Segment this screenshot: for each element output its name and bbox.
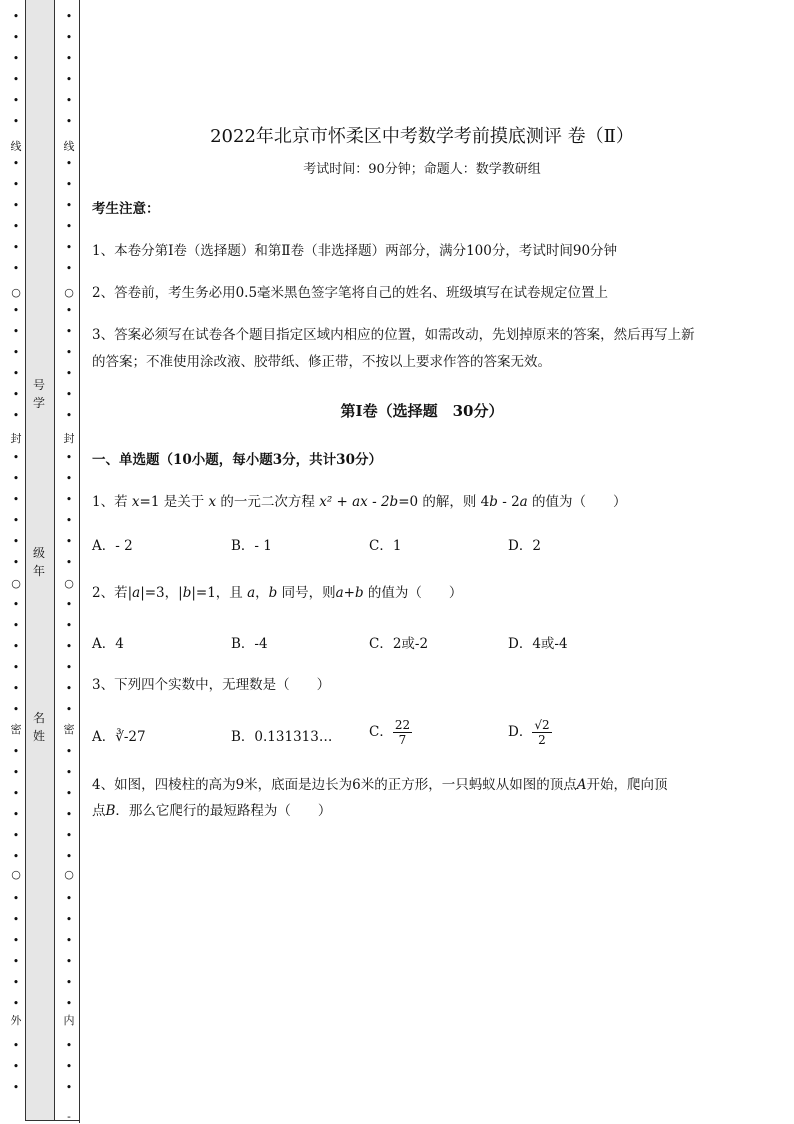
right-seal-line-column	[62, 0, 76, 1123]
seal-dot: •	[65, 157, 73, 170]
seal-dot: •	[65, 304, 73, 317]
seal-dot: •	[65, 682, 73, 695]
question-1-option-c: C．1	[369, 538, 402, 554]
left-seal-line-column	[9, 0, 23, 1123]
seal-char-seal: 封	[10, 432, 22, 445]
seal-dot: •	[65, 241, 73, 254]
seal-dot: •	[12, 220, 20, 233]
seal-dot: •	[12, 10, 20, 23]
question-2-option-d: D．4或-4	[508, 636, 568, 652]
seal-dot: •	[65, 745, 73, 758]
cube-root-expression: ∛-27	[115, 729, 146, 745]
seal-char-inner: 内	[63, 1014, 75, 1027]
seal-dot: •	[12, 367, 20, 380]
question-3-option-a: A．∛-27	[92, 729, 146, 745]
question-3-option-d: D． $\frac{√2}{2}$	[508, 718, 550, 747]
seal-dot: •	[12, 829, 20, 842]
seal-circle: ○	[64, 286, 74, 299]
seal-dot: •	[65, 640, 73, 653]
fraction-root2-over-2: $\frac{√2}{2}$	[534, 718, 550, 747]
seal-dot: •	[65, 829, 73, 842]
seal-dot: •	[65, 1039, 73, 1052]
seal-circle: ○	[11, 868, 21, 881]
seal-dot: •	[65, 367, 73, 380]
seal-dot: •	[12, 241, 20, 254]
question-1-option-b: B．- 1	[231, 538, 272, 554]
seal-dot: •	[65, 703, 73, 716]
question-2-option-b: B．-4	[231, 636, 268, 652]
question-4-stem-line-2: 点B．那么它爬行的最短路程为（ ）	[92, 803, 332, 819]
seal-dot: •	[65, 934, 73, 947]
binding-margin-inner-border	[79, 0, 80, 1123]
seal-dot: •	[65, 913, 73, 926]
seal-dot: •	[12, 1081, 20, 1094]
seal-dot: •	[65, 52, 73, 65]
seal-dot: •	[12, 850, 20, 863]
seal-dot: •	[12, 913, 20, 926]
seal-dot: •	[12, 409, 20, 422]
seal-dot: •	[65, 535, 73, 548]
seal-dot: •	[12, 472, 20, 485]
question-4-stem-line-1: 4、如图，四棱柱的高为9米，底面是边长为6米的正方形，一只蚂蚁从如图的顶点A开始，爬向顶	[92, 777, 668, 793]
question-1-option-d: D．2	[508, 538, 541, 554]
seal-dot: •	[12, 682, 20, 695]
seal-dot: •	[65, 850, 73, 863]
seal-dot: •	[65, 10, 73, 23]
question-2-stem: 2、若|a|=3，|b|=1，且 a，b 同号，则a+b 的值为（ ）	[92, 585, 463, 601]
seal-dash: -	[67, 1110, 71, 1123]
seal-dot: •	[12, 94, 20, 107]
part-heading: 一、单选题（10小题，每小题3分，共计30分）	[92, 452, 382, 468]
seal-dot: •	[65, 766, 73, 779]
seal-dot: •	[12, 640, 20, 653]
seal-dot: •	[12, 766, 20, 779]
seal-dot: •	[65, 472, 73, 485]
seal-char-line: 线	[10, 140, 22, 153]
seal-dot: •	[12, 598, 20, 611]
seal-dot: •	[65, 514, 73, 527]
seal-dot: •	[65, 325, 73, 338]
seal-dot: •	[65, 346, 73, 359]
notice-heading: 考生注意：	[92, 201, 160, 217]
seal-dot: •	[12, 1039, 20, 1052]
seal-dot: •	[12, 1060, 20, 1073]
seal-dot: •	[65, 31, 73, 44]
seal-dot: •	[65, 892, 73, 905]
seal-dot: •	[12, 892, 20, 905]
seal-dot: •	[12, 304, 20, 317]
name-label: 名姓	[32, 711, 45, 743]
seal-circle: ○	[11, 577, 21, 590]
question-2-option-a: A．4	[92, 636, 124, 652]
seal-dot: •	[65, 115, 73, 128]
seal-dot: •	[12, 934, 20, 947]
seal-dot: •	[65, 409, 73, 422]
seal-dot: •	[12, 325, 20, 338]
exam-subtitle: 考试时间：90分钟；命题人：数学教研组	[303, 162, 541, 177]
question-3-stem: 3、下列四个实数中，无理数是（ ）	[92, 677, 331, 693]
seal-dot: •	[65, 598, 73, 611]
seal-dot: •	[65, 493, 73, 506]
question-2-option-c: C．2或-2	[369, 636, 429, 652]
seal-circle: ○	[64, 868, 74, 881]
seal-dot: •	[12, 745, 20, 758]
seal-circle: ○	[11, 286, 21, 299]
seal-dot: •	[65, 619, 73, 632]
seal-dot: •	[12, 661, 20, 674]
seal-dot: •	[65, 73, 73, 86]
notice-3-continued: 的答案；不准使用涂改液、胶带纸、修正带，不按以上要求作答的答案无效。	[92, 354, 551, 370]
seal-dot: •	[65, 556, 73, 569]
seal-dot: •	[65, 976, 73, 989]
seal-dot: •	[12, 955, 20, 968]
seal-dot: •	[65, 178, 73, 191]
seal-dot: •	[12, 808, 20, 821]
seal-dot: •	[12, 199, 20, 212]
seal-dot: •	[65, 997, 73, 1010]
seal-dot: •	[65, 1060, 73, 1073]
seal-dot: •	[65, 787, 73, 800]
seal-dot: •	[65, 451, 73, 464]
seal-dot: •	[12, 388, 20, 401]
seal-char-secret: 密	[10, 723, 22, 736]
notice-3: 3、答案必须写在试卷各个题目指定区域内相应的位置，如需改动，先划掉原来的答案，然后再写上新	[92, 327, 695, 343]
seal-circle: ○	[64, 577, 74, 590]
seal-dot: •	[12, 115, 20, 128]
seal-dot: •	[12, 787, 20, 800]
question-1-stem: 1、若 x=1 是关于 x 的一元二次方程 x² + ax - 2b=0 的解，则 4b - 2a 的值为（ ）	[92, 494, 627, 510]
seal-dot: •	[12, 556, 20, 569]
fraction-22-over-7: $\frac{22}{7}$	[394, 718, 411, 747]
seal-dot: •	[12, 157, 20, 170]
seal-dot: •	[65, 199, 73, 212]
seal-dot: •	[12, 178, 20, 191]
seal-dot: •	[12, 976, 20, 989]
seal-char-outer: 外	[10, 1014, 22, 1027]
seal-dot: •	[12, 535, 20, 548]
seal-dot: •	[12, 73, 20, 86]
seal-char-seal: 封	[63, 432, 75, 445]
question-3-option-b: B．0.131313…	[231, 729, 333, 745]
notice-1: 1、本卷分第Ⅰ卷（选择题）和第Ⅱ卷（非选择题）两部分，满分100分，考试时间90分钟	[92, 243, 618, 259]
seal-dot: •	[12, 703, 20, 716]
seal-char-secret: 密	[63, 723, 75, 736]
seal-dot: •	[12, 619, 20, 632]
exam-title: 2022年北京市怀柔区中考数学考前摸底测评 卷（Ⅱ）	[210, 126, 634, 147]
seal-dot: •	[12, 52, 20, 65]
seal-dot: •	[65, 808, 73, 821]
notice-2: 2、答卷前，考生务必用0.5毫米黑色签字笔将自己的姓名、班级填写在试卷规定位置上	[92, 285, 609, 301]
grade-label: 级年	[32, 546, 45, 578]
seal-dot: •	[65, 262, 73, 275]
seal-dot: •	[65, 1081, 73, 1094]
question-1-option-a: A．- 2	[92, 538, 133, 554]
student-number-label: 号学	[32, 378, 45, 410]
seal-dot: •	[12, 493, 20, 506]
seal-dot: •	[65, 94, 73, 107]
seal-dot: •	[65, 388, 73, 401]
seal-char-line: 线	[63, 140, 75, 153]
seal-dot: •	[65, 955, 73, 968]
seal-dot: •	[12, 31, 20, 44]
seal-dot: •	[12, 262, 20, 275]
section-title: 第Ⅰ卷（选择题 30分）	[340, 402, 504, 420]
seal-dot: •	[12, 451, 20, 464]
seal-dot: •	[65, 220, 73, 233]
seal-dot: •	[65, 661, 73, 674]
seal-dot: •	[12, 997, 20, 1010]
question-3-option-c: C． $\frac{22}{7}$	[369, 718, 411, 747]
seal-dot: •	[12, 514, 20, 527]
seal-dot: •	[12, 346, 20, 359]
